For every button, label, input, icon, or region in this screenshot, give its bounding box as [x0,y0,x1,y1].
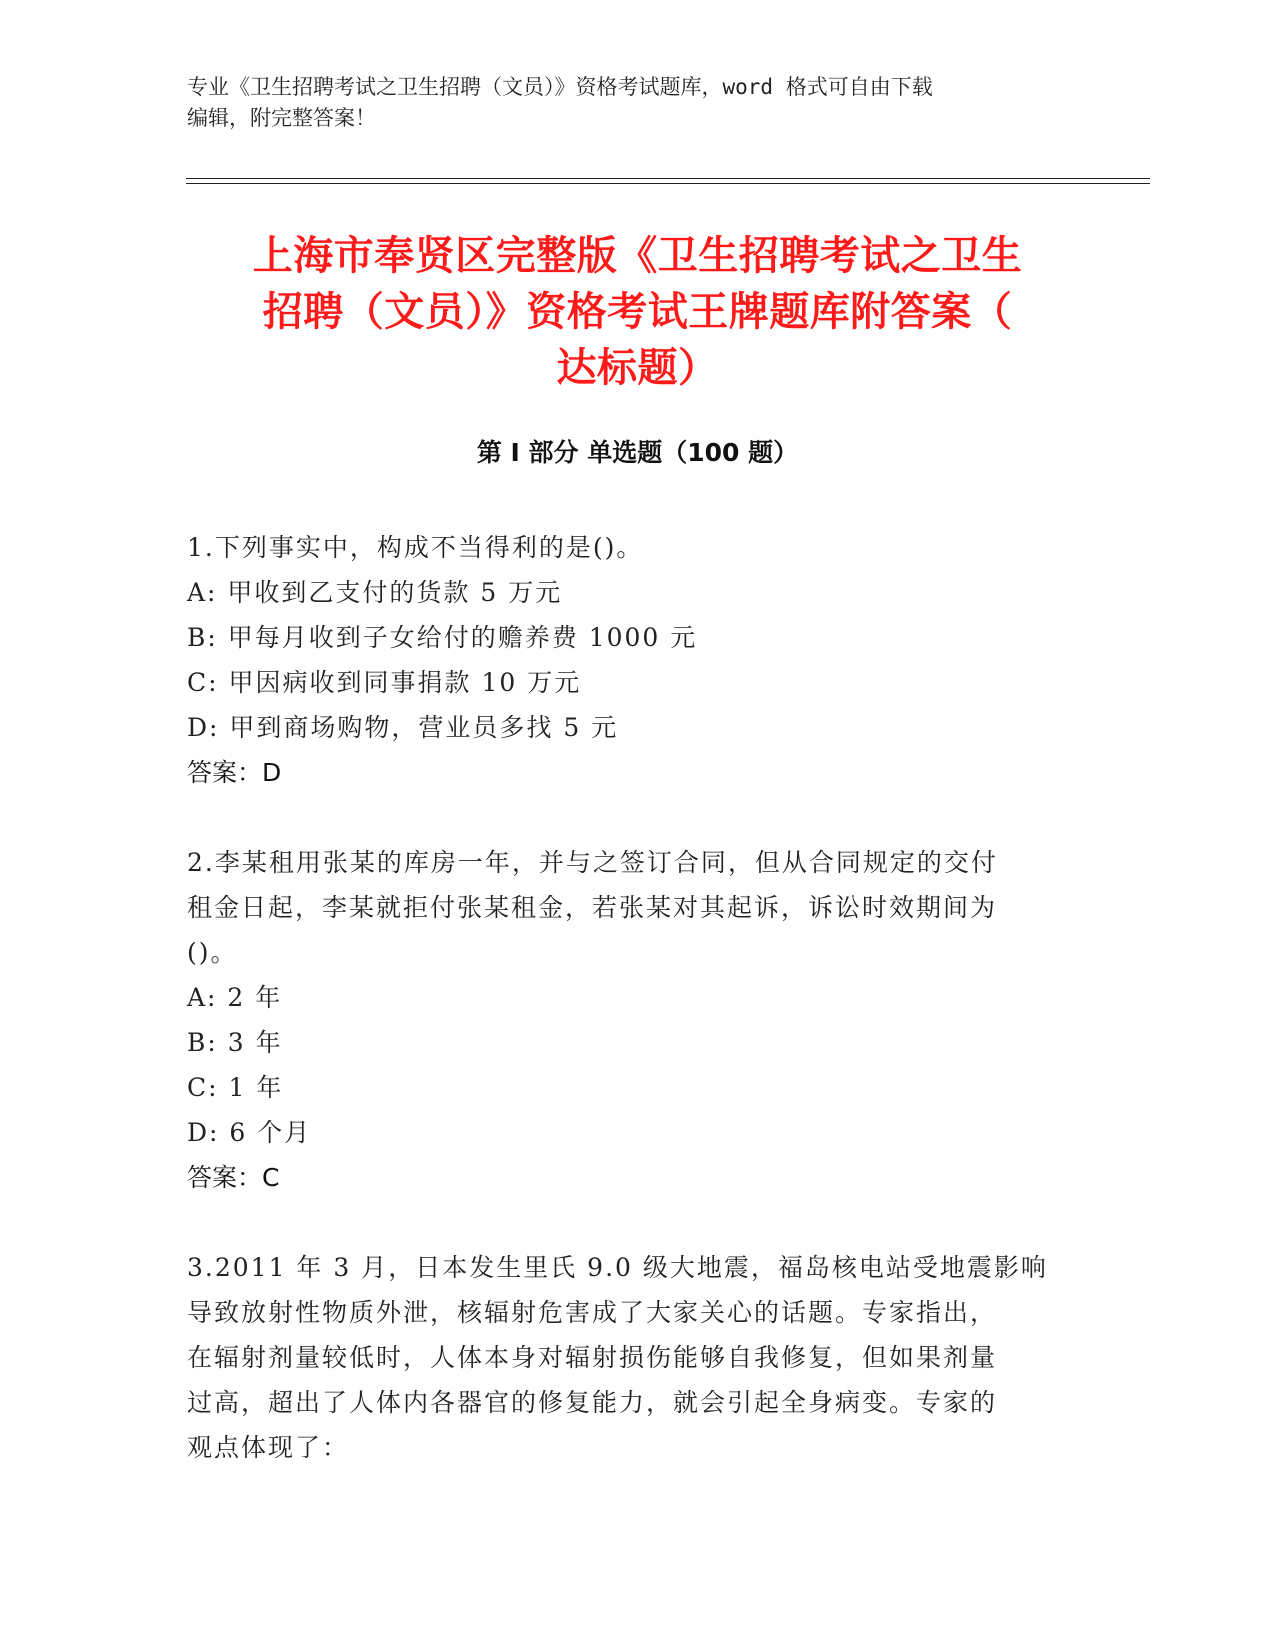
question-3 [187,1245,1067,1470]
question-stem-line-4: 过高，超出了人体内各器官的修复能力，就会引起全身病变。专家的 [187,1388,998,1417]
question-list [187,525,1067,1515]
option-a: A: 甲收到乙支付的货款 5 万元 [187,578,563,607]
question-stem-line-3: ()。 [187,938,238,967]
question-stem-line-3: 在辐射剂量较低时，人体本身对辐射损伤能够自我修复，但如果剂量 [187,1343,998,1372]
option-a: A: 2 年 [187,983,283,1012]
option-c: C: 1 年 [187,1073,284,1102]
question-stem-line-2: 租金日起，李某就拒付张某租金，若张某对其起诉，诉讼时效期间为 [187,893,998,922]
section-heading: 第 I 部分 单选题（100 题） [476,438,799,467]
document-header [187,72,1067,134]
answer: 答案：C [187,1163,280,1192]
answer: 答案：D [187,758,282,787]
option-b: B: 3 年 [187,1028,283,1057]
header-divider-bottom [186,183,1150,184]
header-line-1: 专业《卫生招聘考试之卫生招聘（文员）》资格考试题库，word 格式可自由下载 [187,75,933,99]
question-stem-line-5: 观点体现了： [187,1433,350,1462]
question-stem-line-1: 3.2011 年 3 月，日本发生里氏 9.0 级大地震，福岛核电站受地震影响 [187,1253,1048,1282]
header-line-2: 编辑，附完整答案！ [187,106,376,130]
option-d: D: 甲到商场购物，营业员多找 5 元 [187,713,619,742]
question-2 [187,840,1067,1200]
option-c: C: 甲因病收到同事捐款 10 万元 [187,668,582,697]
question-stem-line-1: 2.李某租用张某的库房一年，并与之签订合同，但从合同规定的交付 [187,848,998,877]
document-title [190,228,1085,396]
title-line-1: 上海市奉贤区完整版《卫生招聘考试之卫生 [252,233,1023,279]
option-d: D: 6 个月 [187,1118,312,1147]
header-divider-top [186,178,1150,179]
title-line-3: 达标题） [556,345,719,391]
question-stem-line-2: 导致放射性物质外泄，核辐射危害成了大家关心的话题。专家指出， [187,1298,998,1327]
question-1 [187,525,1067,795]
option-b: B: 甲每月收到子女给付的赡养费 1000 元 [187,623,698,652]
title-line-2: 招聘（文员）》资格考试王牌题库附答案（ [262,289,1013,335]
question-stem: 1.下列事实中，构成不当得利的是()。 [187,533,644,562]
